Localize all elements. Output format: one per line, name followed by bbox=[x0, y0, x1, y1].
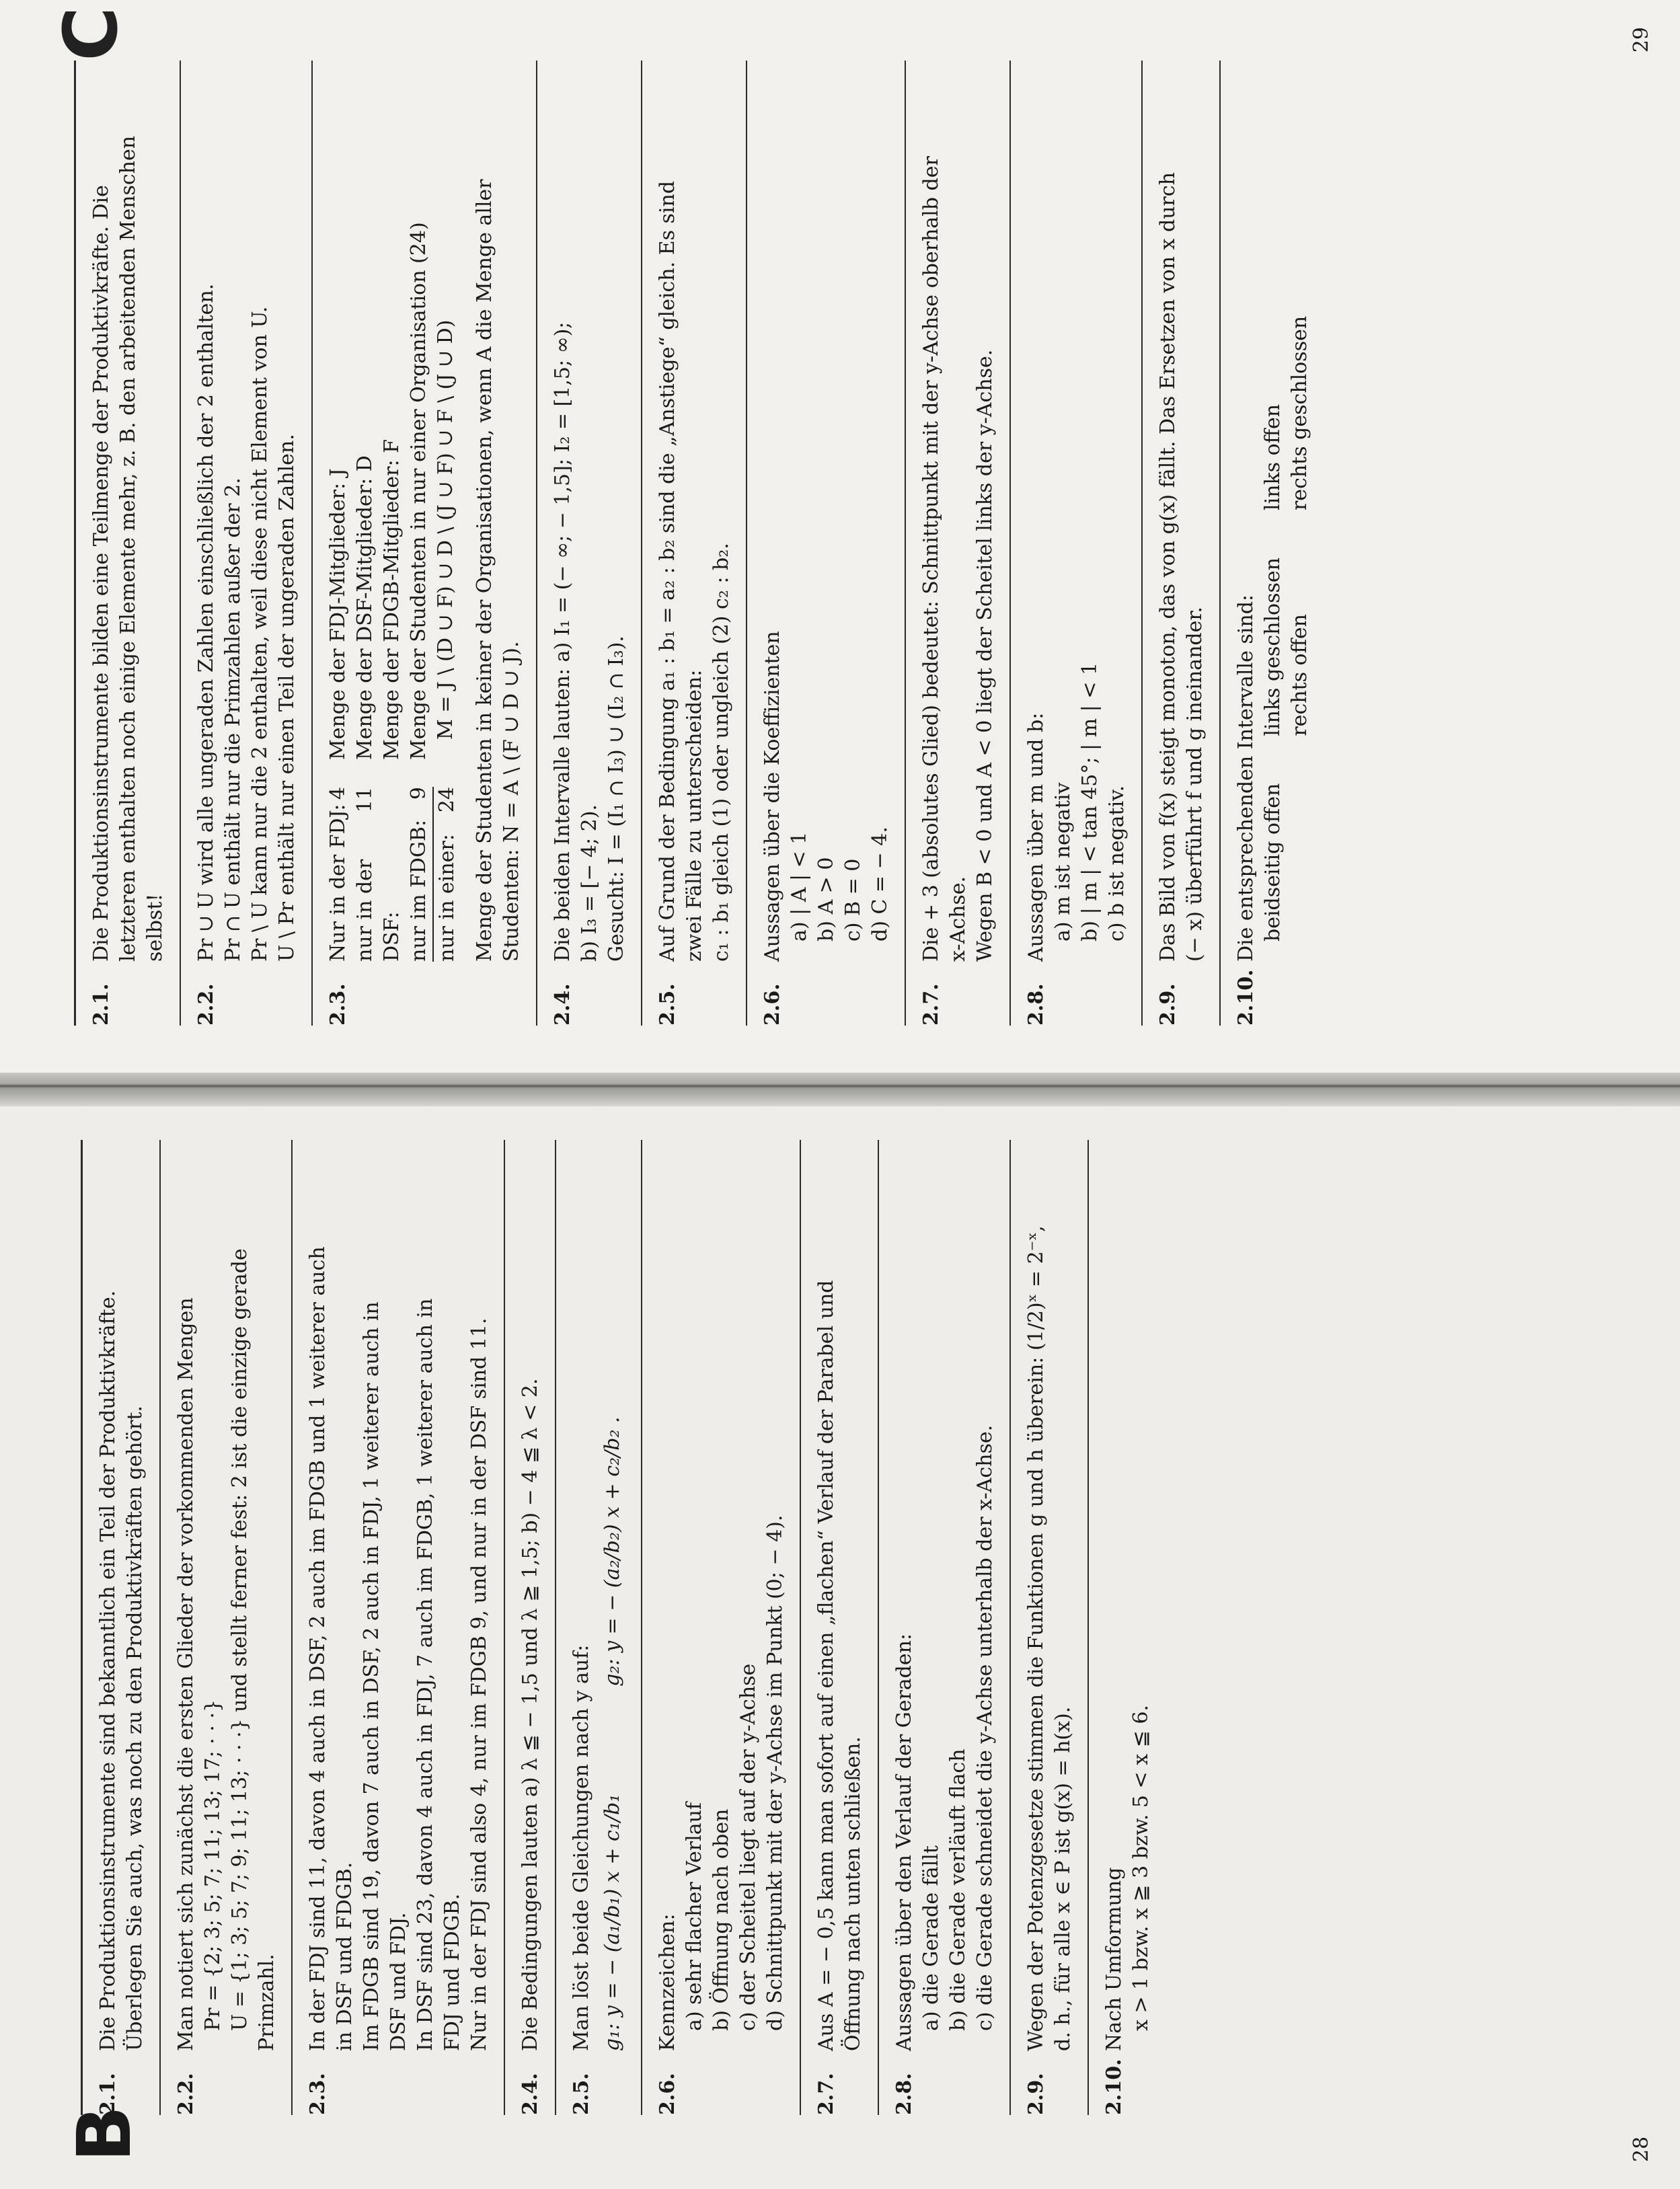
solution-item bbox=[181, 61, 311, 1026]
text-line: c₁ : b₁ gleich (1) oder ungleich (2) c₂ : b₂. bbox=[710, 543, 733, 962]
equation-g1: g₁: y = − (a₁/b₁) x + c₁/b₁ bbox=[601, 1794, 624, 2051]
text-line: Im FDGB sind 19, davon 7 auch in DSF, 2 auch in FDJ, 1 weiterer auch in bbox=[360, 1301, 383, 2051]
item-number: 2.8. bbox=[892, 2073, 916, 2115]
solution-item bbox=[1143, 61, 1219, 1026]
solution-item bbox=[293, 1140, 504, 2115]
item-body bbox=[1023, 1140, 1077, 2051]
item-body bbox=[88, 61, 169, 962]
item-body bbox=[759, 61, 894, 962]
text-line: In der FDJ sind 11, davon 4 auch in DSF, 2 auch im FDGB und 1 weiterer auch bbox=[306, 1246, 330, 2051]
text-line: Die entsprechenden Intervalle sind: bbox=[1234, 594, 1258, 962]
text-line: Man löst beide Gleichungen nach y auf: bbox=[570, 1644, 593, 2051]
text-line: b) die Gerade verläuft flach bbox=[946, 1749, 970, 2031]
count-value: 4 bbox=[326, 787, 350, 800]
text-line: Nur in der FDJ sind also 4, nur im FDGB 9, und nur in der DSF sind 11. bbox=[467, 1317, 491, 2051]
left-content bbox=[81, 1140, 1640, 2115]
text-line: b) A > 0 bbox=[814, 857, 838, 942]
item-body bbox=[193, 61, 301, 962]
item-body bbox=[549, 61, 630, 962]
item-body bbox=[918, 61, 999, 962]
item-number: 2.10. bbox=[1102, 2059, 1126, 2115]
solution-item bbox=[1221, 61, 1324, 1026]
text-line: zwei Fälle zu unterscheiden: bbox=[683, 669, 706, 962]
text-line: c) B = 0 bbox=[841, 858, 865, 942]
text-line: Die + 3 (absolutes Glied) bedeutet: Schnittpunkt mit der y-Achse oberhalb der bbox=[919, 156, 943, 962]
text-line: b) I₃ = [− 4; 2). bbox=[578, 804, 601, 962]
text-line: U \ Pr enthält nur einen Teil der ungeraden Zahlen. bbox=[275, 434, 299, 962]
text-line: in DSF und FDGB. bbox=[333, 1861, 356, 2051]
equation-g2: g₂: y = − (a₂/b₂) x + c₂/b₂ . bbox=[601, 1416, 624, 1687]
item-number: 2.6. bbox=[761, 983, 784, 1026]
item-body bbox=[173, 1140, 280, 2051]
item-number: 2.8. bbox=[1024, 983, 1048, 1026]
solution-item bbox=[556, 1140, 641, 2115]
item-body bbox=[568, 1140, 630, 2051]
text-line: DSF und FDJ. bbox=[387, 1912, 410, 2051]
definition-line: Menge der FDGB-Mitglieder: F bbox=[380, 439, 404, 760]
text-line: Primzahl. bbox=[255, 1954, 278, 2051]
text-line: Pr ∪ U wird alle ungeraden Zahlen einschließlich der 2 enthalten. bbox=[194, 283, 218, 962]
item-number: 2.4. bbox=[519, 2073, 542, 2115]
solution-item bbox=[83, 1140, 159, 2115]
item-number: 2.7. bbox=[814, 2073, 838, 2115]
text-line: Menge der Studenten in keiner der Organisationen, wenn A die Menge aller bbox=[473, 179, 496, 962]
equations-row bbox=[595, 1140, 630, 2051]
text-line: a) sehr flacher Verlauf bbox=[683, 1802, 706, 2031]
text-line: c) die Gerade schneidet die y-Achse unterhalb der x-Achse. bbox=[973, 1424, 997, 2031]
text-line: Die beiden Intervalle lauten: a) I₁ = (− ∞; − 1,5]; I₂ = [1,5; ∞); bbox=[551, 321, 574, 962]
count-row bbox=[325, 787, 352, 962]
solution-item bbox=[537, 61, 641, 1026]
count-row bbox=[406, 787, 434, 962]
definition-line: Menge der Studenten in nur einer Organisation (24) bbox=[407, 222, 430, 760]
item-body bbox=[305, 1140, 493, 2051]
spacer bbox=[461, 61, 471, 962]
solution-item bbox=[879, 1140, 1009, 2115]
interval-text: beidseitig offen bbox=[1261, 783, 1285, 942]
right-content bbox=[74, 61, 1640, 1026]
item-number: 2.9. bbox=[1156, 983, 1180, 1026]
count-value: 24 bbox=[435, 787, 459, 813]
sets-table bbox=[325, 61, 461, 962]
solution-item bbox=[313, 61, 536, 1026]
text-line: c) b ist negativ. bbox=[1105, 785, 1129, 942]
item-number: 2.7. bbox=[919, 983, 943, 1026]
item-body bbox=[1155, 61, 1209, 962]
text-line: Studenten: N = A \ (F ∪ D ∪ J). bbox=[500, 641, 523, 962]
text-line: Aussagen über m und b: bbox=[1024, 712, 1048, 962]
solution-item bbox=[161, 1140, 291, 2115]
text-line: Aussagen über den Verlauf der Geraden: bbox=[892, 1633, 916, 2051]
count-label: Nur in der FDJ: bbox=[326, 804, 350, 962]
item-body bbox=[813, 1140, 867, 2051]
text-line: a) m ist negativ bbox=[1051, 782, 1075, 942]
item-body bbox=[95, 1140, 149, 2051]
interval-text: links geschlossen bbox=[1261, 558, 1285, 736]
text-line: x-Achse. bbox=[946, 876, 970, 962]
item-number: 2.9. bbox=[1024, 2073, 1048, 2115]
text-line: Aussagen über die Koeffizienten bbox=[761, 631, 784, 962]
item-number: 2.2. bbox=[194, 983, 218, 1026]
count-row bbox=[434, 787, 461, 962]
text-line: Das Bild von f(x) steigt monoton, das von g(x) fällt. Das Ersetzen von x durch bbox=[1156, 172, 1180, 962]
interval-column bbox=[1260, 783, 1313, 942]
text-line: Auf Grund der Bedingung a₁ : b₁ = a₂ : b₂ sind die „Anstiege“ gleich. Es sind bbox=[656, 180, 679, 962]
count-label: nur in einer: bbox=[435, 834, 459, 962]
interval-text: rechts offen bbox=[1288, 614, 1311, 736]
item-number: 2.6. bbox=[656, 2073, 679, 2115]
text-line: Pr ∩ U enthält nur die Primzahlen außer der 2. bbox=[221, 477, 245, 962]
text-line: Wegen B < 0 und A < 0 liegt der Scheitel links der y-Achse. bbox=[973, 349, 997, 962]
text-line: d) C = − 4. bbox=[868, 827, 892, 942]
text-line: d. h., für alle x ∈ P ist g(x) = h(x). bbox=[1051, 1706, 1075, 2051]
text-line: Kennzeichen: bbox=[656, 1913, 679, 2051]
text-line: selbst! bbox=[143, 893, 167, 962]
item-body bbox=[1101, 1140, 1155, 2051]
solution-item bbox=[801, 1140, 878, 2115]
text-line: b) | m | < tan 45°; | m | < 1 bbox=[1078, 662, 1102, 942]
text-line: Nach Umformung bbox=[1102, 1867, 1126, 2051]
text-line: a) die Gerade fällt bbox=[919, 1845, 943, 2031]
solution-item bbox=[1011, 1140, 1087, 2115]
item-body bbox=[517, 1140, 544, 2051]
text-line: Die Produktionsinstrumente sind bekanntlich ein Teil der Produktivkräfte. bbox=[96, 1290, 120, 2051]
count-value: 11 bbox=[353, 787, 377, 813]
text-line: In DSF sind 23, davon 4 auch in FDJ, 7 auch im FDGB, 1 weiterer auch in bbox=[414, 1298, 437, 2051]
item-body bbox=[325, 61, 525, 962]
page-right bbox=[0, 0, 1680, 1073]
text-line: Pr = {2; 3; 5; 7; 11; 13; 17; · · ·} bbox=[201, 1699, 225, 2031]
text-line: a) | A | < 1 bbox=[788, 831, 811, 942]
definition-line: Menge der DSF-Mitglieder: D bbox=[353, 455, 377, 760]
text-line: Überlegen Sie auch, was noch zu den Produktivkräften gehört. bbox=[123, 1406, 147, 2051]
item-body bbox=[654, 1140, 789, 2051]
item-body bbox=[891, 1140, 999, 2051]
solution-item bbox=[1011, 61, 1141, 1026]
solution-item bbox=[642, 1140, 800, 2115]
item-number: 2.3. bbox=[326, 983, 350, 1026]
text-line: FDJ und FDGB. bbox=[441, 1893, 464, 2051]
count-row bbox=[352, 787, 406, 962]
item-body bbox=[1023, 61, 1131, 962]
text-line: Die Produktionsinstrumente bilden eine Teilmenge der Produktivkräfte. Die bbox=[89, 185, 113, 962]
text-line: U = {1; 3; 5; 7; 9; 11; 13; · · ·} und stellt ferner fest: 2 ist die einzige gerade bbox=[228, 1248, 252, 2031]
interval-text: rechts geschlossen bbox=[1288, 315, 1311, 511]
text-line: b) Öffnung nach oben bbox=[710, 1808, 733, 2031]
item-number: 2.5. bbox=[570, 2073, 593, 2115]
solution-item bbox=[505, 1140, 555, 2115]
item-body bbox=[1233, 61, 1313, 962]
section-letter-c: C bbox=[48, 7, 134, 61]
text-line: Pr \ U kann nur die 2 enthalten, weil diese nicht Element von U. bbox=[248, 306, 272, 962]
text-line: letzteren enthalten noch einige Elemente mehr, z. B. den arbeitenden Menschen bbox=[116, 135, 140, 962]
count-value: 9 bbox=[407, 787, 430, 800]
text-line: (− x) überführt f und g ineinander. bbox=[1183, 607, 1207, 962]
text-line: Wegen der Potenzgesetze stimmen die Funktionen g und h überein: (1/2)ˣ = 2⁻ˣ, bbox=[1024, 1225, 1048, 2051]
definition-line: M = J \ (D ∪ F) ∪ D \ (J ∪ F) ∪ F \ (J ∪ D) bbox=[434, 319, 457, 740]
item-body bbox=[654, 61, 735, 962]
definitions-column bbox=[325, 222, 461, 760]
item-number: 2.3. bbox=[306, 2073, 330, 2115]
section-letter-b: B bbox=[61, 2106, 147, 2162]
item-number: 2.4. bbox=[551, 983, 574, 1026]
solution-item bbox=[747, 61, 905, 1026]
item-number: 2.1. bbox=[96, 2073, 120, 2115]
solution-item bbox=[76, 61, 180, 1026]
solution-item bbox=[906, 61, 1009, 1026]
text-line: Gesucht: I = (I₁ ∩ I₃) ∪ (I₂ ∩ I₃). bbox=[605, 636, 628, 962]
item-number: 2.10. bbox=[1234, 969, 1258, 1026]
page-left bbox=[0, 1100, 1680, 2189]
interval-column bbox=[1260, 558, 1313, 736]
count-label: nur im FDGB: bbox=[407, 819, 430, 962]
item-number: 2.2. bbox=[174, 2073, 198, 2115]
counts-column bbox=[325, 787, 461, 962]
interval-text: links offen bbox=[1261, 404, 1285, 511]
text-line: d) Schnittpunkt mit der y-Achse im Punkt (0; − 4). bbox=[763, 1514, 787, 2031]
item-number: 2.1. bbox=[89, 983, 113, 1026]
text-line: Die Bedingungen lauten a) λ ≦ − 1,5 und λ ≧ 1,5; b) − 4 ≦ λ < 2. bbox=[519, 1378, 542, 2051]
count-label: nur in der DSF: bbox=[353, 859, 404, 962]
solution-item bbox=[642, 61, 746, 1026]
text-line: c) der Scheitel liegt auf der y-Achse bbox=[736, 1663, 760, 2031]
text-line: Öffnung nach unten schließen. bbox=[841, 1736, 865, 2051]
text-line: Aus A = − 0,5 kann man sofort auf einen „flachen“ Verlauf der Parabel und bbox=[814, 1280, 838, 2051]
interval-columns bbox=[1260, 61, 1313, 962]
page-number-right: 29 bbox=[1630, 27, 1653, 53]
definition-line: Menge der FDJ-Mitglieder: J bbox=[326, 468, 350, 760]
page-number-left: 28 bbox=[1630, 2136, 1653, 2162]
solution-item bbox=[1089, 1140, 1166, 2115]
text-line: Man notiert sich zunächst die ersten Glieder der vorkommenden Mengen bbox=[174, 1297, 198, 2051]
interval-column bbox=[1260, 316, 1313, 510]
item-number: 2.5. bbox=[656, 983, 679, 1026]
text-line: x > 1 bzw. x ≧ 3 bzw. 5 < x ≦ 6. bbox=[1129, 1705, 1153, 2031]
